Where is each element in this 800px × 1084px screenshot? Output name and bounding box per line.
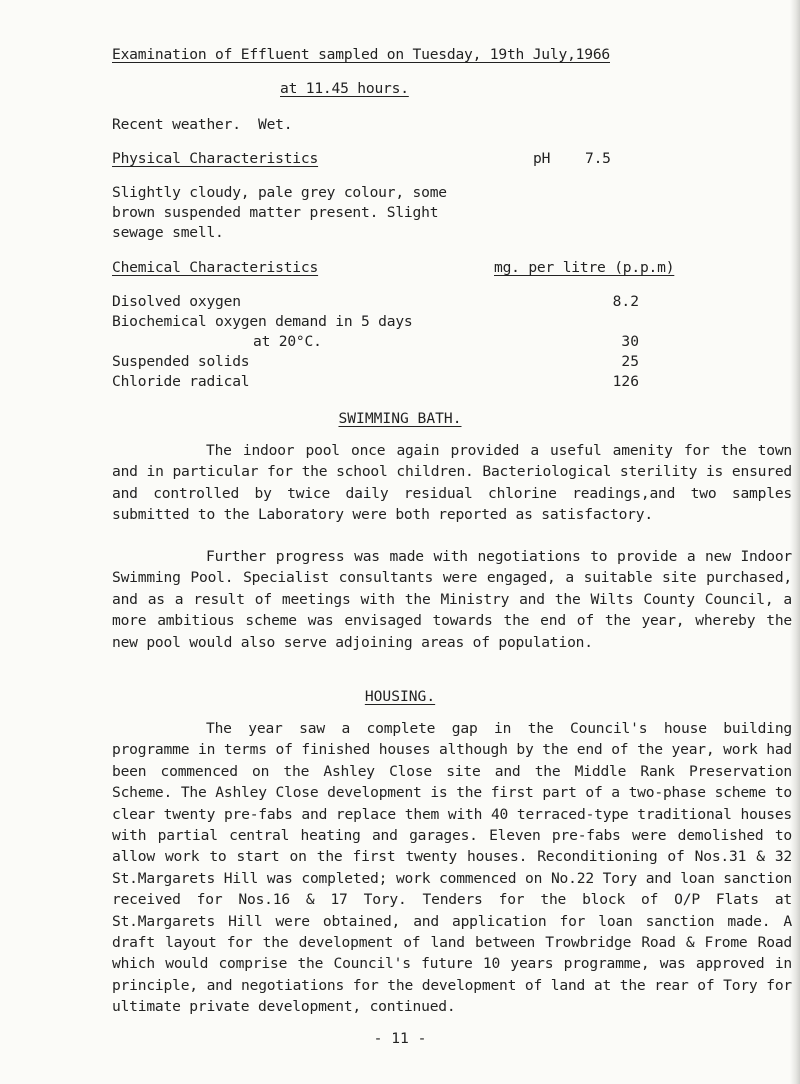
housing-paragraph: The year saw a complete gap in the Council's house building programme in terms of finished houses although by the end of the year, work had been commenced on the Ashley Close site and the Middle Rank Preservation Scheme. The Ashley Close development is the first part of a two-phase scheme to clear twenty pre-fabs and replace them with 40 terraced-type traditional houses with partial central heating and garages. Eleven pre-fabs were demolished to allow work to start on the first twenty houses. Reconditioning of Nos.31 & 32 St.Margarets Hill was completed; work commenced on No.22 Tory and loan sanction received for Nos.16 & 17 Tory. Tenders for the block of O/P Flats at St.Margarets Hill were obtained, and application for loan sanction made. A draft layout for the development of land between Trowbridge Road & Frome Road which would comprise the Council's future 10 years programme, was approved in principle, and negotiations for the development of land at the rear of Tory for ultimate private development, continued.	[112, 720, 792, 1016]
chemical-row-label: Biochemical oxygen demand in 5 days	[112, 313, 413, 330]
document-title-line2: at 11.45 hours.	[280, 80, 409, 97]
chemical-row-label: Disolved oxygen	[112, 293, 241, 310]
physical-characteristics-heading: Physical Characteristics	[112, 150, 319, 167]
chemical-row-value: 126	[612, 373, 639, 390]
chemical-row-value: 8.2	[612, 293, 639, 310]
housing-heading: HOUSING.	[364, 688, 436, 705]
recent-weather-value: Wet.	[258, 116, 293, 133]
document-title-line1: Examination of Effluent sampled on Tuesday, 19th July,1966	[112, 46, 610, 63]
chemical-row-label: Chloride radical	[112, 373, 250, 390]
physical-description-line: brown suspended matter present. Slight	[112, 204, 439, 221]
page-number: - 11 -	[373, 1030, 427, 1047]
chemical-row-value: 25	[621, 353, 639, 370]
ph-value: 7.5	[585, 150, 611, 167]
chemical-row-value: 30	[621, 333, 639, 350]
chemical-characteristics-heading: Chemical Characteristics	[112, 259, 319, 276]
units-heading: mg. per litre (p.p.m)	[494, 259, 675, 276]
physical-description-line: sewage smell.	[112, 224, 224, 241]
ph-label: pH	[533, 150, 551, 167]
swimming-bath-heading: SWIMMING BATH.	[338, 410, 462, 427]
recent-weather-label: Recent weather.	[112, 116, 241, 133]
physical-description-line: Slightly cloudy, pale grey colour, some	[112, 184, 447, 201]
chemical-row-label: Suspended solids	[112, 353, 250, 370]
chemical-row-label: at 20°C.	[253, 333, 322, 350]
swimming-paragraph: The indoor pool once again provided a useful amenity for the town and in particular for the school children. Bacteriological sterility is ensured and controlled by twice daily residual chlorine readings,and two samples submitted to the Laboratory were both reported as satisfactory.	[112, 442, 792, 524]
swimming-paragraph: Further progress was made with negotiations to provide a new Indoor Swimming Pool. Specialist consultants were engaged, a suitable site purchased, and as a result of meetings with the Ministry and the Wilts County Council, a more ambitious scheme was envisaged towards the end of the year, whereby the new pool would also serve adjoining areas of population.	[112, 548, 792, 651]
